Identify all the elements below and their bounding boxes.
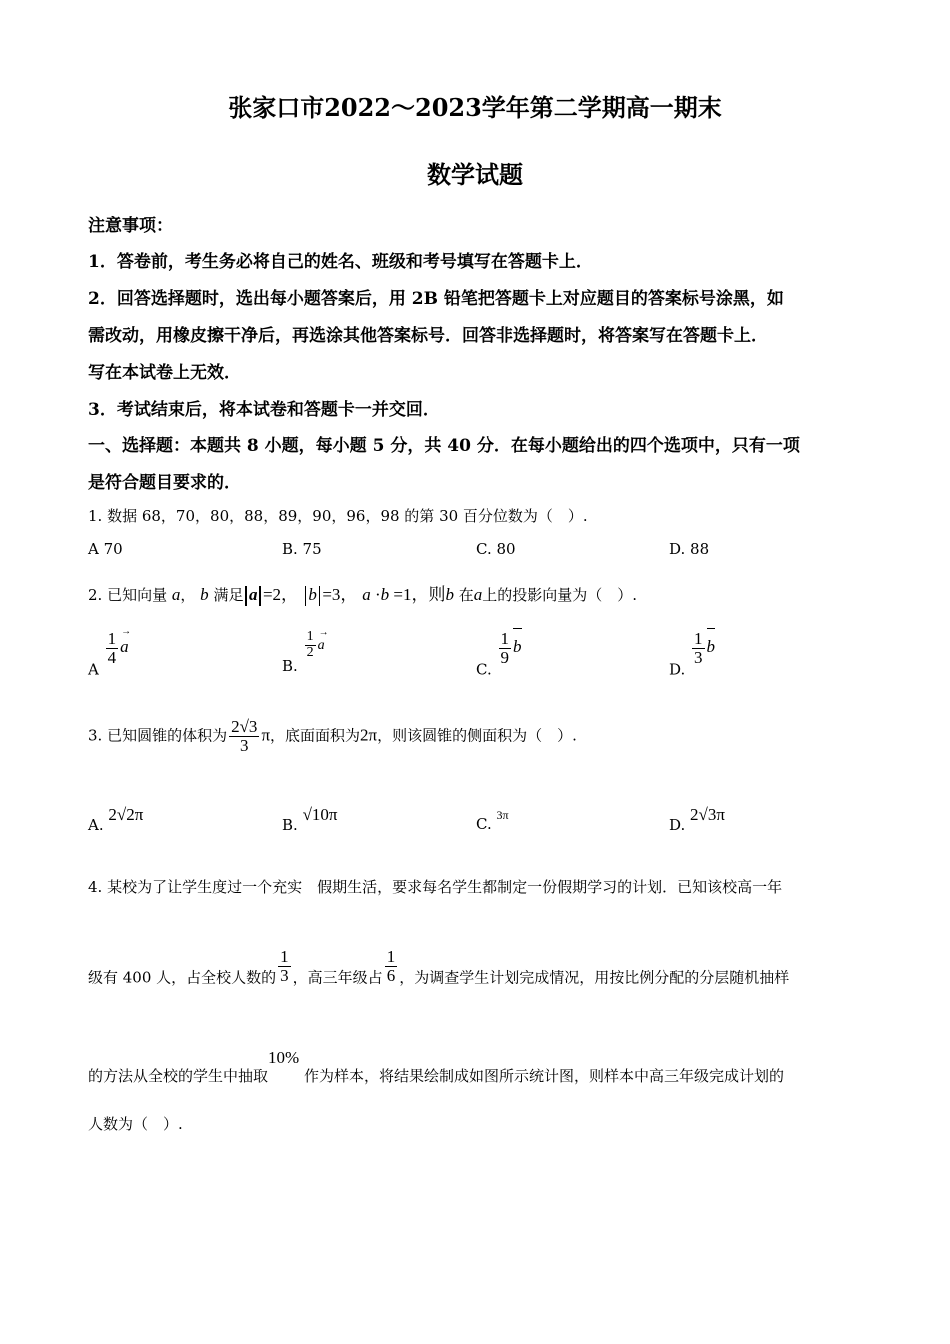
q3-volume-fraction: $\frac{2√3}{3}$	[231, 717, 258, 755]
exam-subtitle: 数学试题	[427, 160, 523, 189]
q2-abs-b: b	[303, 585, 323, 604]
q3-pi: π	[261, 725, 271, 745]
q4-fraction-2: $\frac{1}{6}$	[386, 947, 396, 985]
q3-area: 2π	[360, 725, 378, 745]
question-4-line2	[88, 948, 789, 987]
q4-percent: 10%	[268, 1048, 300, 1067]
q2-var-a: a	[171, 585, 181, 604]
q2-text-7: 在	[458, 586, 474, 604]
question-2-stem	[88, 580, 637, 606]
q1-option-d: D. 88	[669, 540, 710, 558]
q3-text-1: 3. 已知圆锥的体积为	[88, 726, 228, 745]
q2-option-d-vector: b	[707, 637, 716, 657]
q2-option-c	[476, 630, 522, 678]
q3-option-a-value: 2√2π	[108, 805, 144, 824]
section-heading-line1: 一、选择题：本题共 8 小题，每小题 5 分，共 40 分．在每小题给出的四个选项中，只有一项	[88, 436, 800, 456]
q2-option-d-fraction: $\frac{1}{3}$	[694, 629, 703, 667]
q3-text-3: ，则该圆锥的侧面积为（ ）.	[377, 726, 577, 745]
q4-text-d: 的方法从全校的学生中抽取	[88, 1067, 269, 1085]
q1-option-c: C. 80	[476, 540, 516, 558]
note-item-2-line3: 写在本试卷上无效．	[88, 363, 241, 383]
q4-text-c: ，为调查学生计划完成情况，用按比例分配的分层随机抽样	[399, 968, 790, 987]
q1-option-a: A 70	[88, 540, 123, 558]
q2-option-b	[282, 627, 329, 676]
q4-text-b: ，高三年级占	[292, 968, 383, 987]
q2-dot-product: a ·b	[362, 585, 390, 604]
q3-option-c-value: 3π	[496, 808, 509, 822]
q2-option-b-vector: → a	[317, 627, 329, 654]
q2-text-5: =3，	[322, 585, 358, 604]
q3-option-b-value: √10π	[302, 805, 338, 824]
q2-text-8: 上的投影向量为（ ）.	[482, 586, 638, 604]
question-3-stem	[88, 718, 577, 755]
q2-text-1: 2. 已知向量	[88, 586, 168, 604]
q2-text-4: =2，	[262, 585, 299, 604]
q2-var-a2: a	[473, 585, 483, 604]
q2-option-b-label: B.	[282, 657, 298, 676]
q3-option-a	[88, 805, 143, 834]
q4-text-a: 级有 400 人，占全校人数的	[88, 968, 277, 987]
q4-text-e: 作为样本，将结果绘制成如图所示统计图，则样本中高三年级完成计划的	[303, 1067, 784, 1085]
q2-option-b-fraction: $\frac{1}{2}$	[306, 629, 314, 660]
q2-text-3: 满足	[213, 586, 244, 604]
q3-option-b-label: B.	[282, 816, 298, 834]
q3-option-b	[282, 805, 338, 834]
q3-option-c-label: C.	[476, 815, 492, 833]
q3-text-2: ，底面面积为	[270, 726, 361, 745]
q2-option-a-vector: → a	[120, 626, 132, 657]
note-item-2-line2: 需改动，用橡皮擦干净后，再选涂其他答案标号．回答非选择题时，将答案写在答题卡上．	[88, 326, 768, 346]
q2-option-a-fraction: $\frac{1}{4}$	[107, 629, 117, 667]
question-4-line4: 人数为（ ）.	[88, 1115, 183, 1133]
question-4-line3	[88, 1048, 784, 1086]
q2-option-c-label: C.	[476, 660, 492, 679]
q1-option-b: B. 75	[282, 540, 322, 558]
q3-option-d-value: 2√3π	[690, 805, 725, 824]
q3-option-d-label: D.	[669, 816, 686, 834]
q2-option-c-fraction: $\frac{1}{9}$	[500, 629, 509, 667]
note-item-1: 1．答卷前，考生务必将自己的姓名、班级和考号填写在答题卡上．	[88, 252, 593, 272]
q3-option-a-label: A.	[88, 816, 104, 834]
note-item-3: 3．考试结束后，将本试卷和答题卡一并交回．	[88, 400, 440, 420]
q2-option-d	[669, 630, 715, 678]
q2-abs-a: a	[243, 585, 263, 604]
exam-title: 张家口市2022～2023学年第二学期高一期末	[228, 93, 722, 122]
q2-option-d-label: D.	[669, 660, 686, 679]
q2-var-b: b	[200, 585, 209, 604]
q4-fraction-1: $\frac{1}{3}$	[280, 947, 289, 985]
section-heading-line2: 是符合题目要求的．	[88, 473, 241, 493]
q2-option-a	[88, 626, 132, 679]
q2-text-2: ，	[180, 586, 196, 604]
note-item-2-line1: 2．回答选择题时，选出每小题答案后，用 2B 铅笔把答题卡上对应题目的答案标号涂黑，如	[88, 289, 784, 309]
q2-option-a-label: A	[88, 660, 99, 679]
question-1-stem: 1. 数据 68，70，80，88，89，90，96，98 的第 30 百分位数为（ ）.	[88, 507, 588, 525]
q3-option-d	[669, 805, 725, 834]
q2-var-b2: b	[445, 585, 454, 604]
question-4-line1: 4. 某校为了让学生度过一个充实 假期生活，要求每名学生都制定一份假期学习的计划．已知该校高一年	[88, 878, 783, 896]
q2-text-6: =1，则	[393, 585, 446, 604]
q2-option-c-vector: b	[513, 637, 522, 657]
notes-heading: 注意事项：	[88, 216, 173, 236]
q3-option-c	[476, 805, 509, 833]
